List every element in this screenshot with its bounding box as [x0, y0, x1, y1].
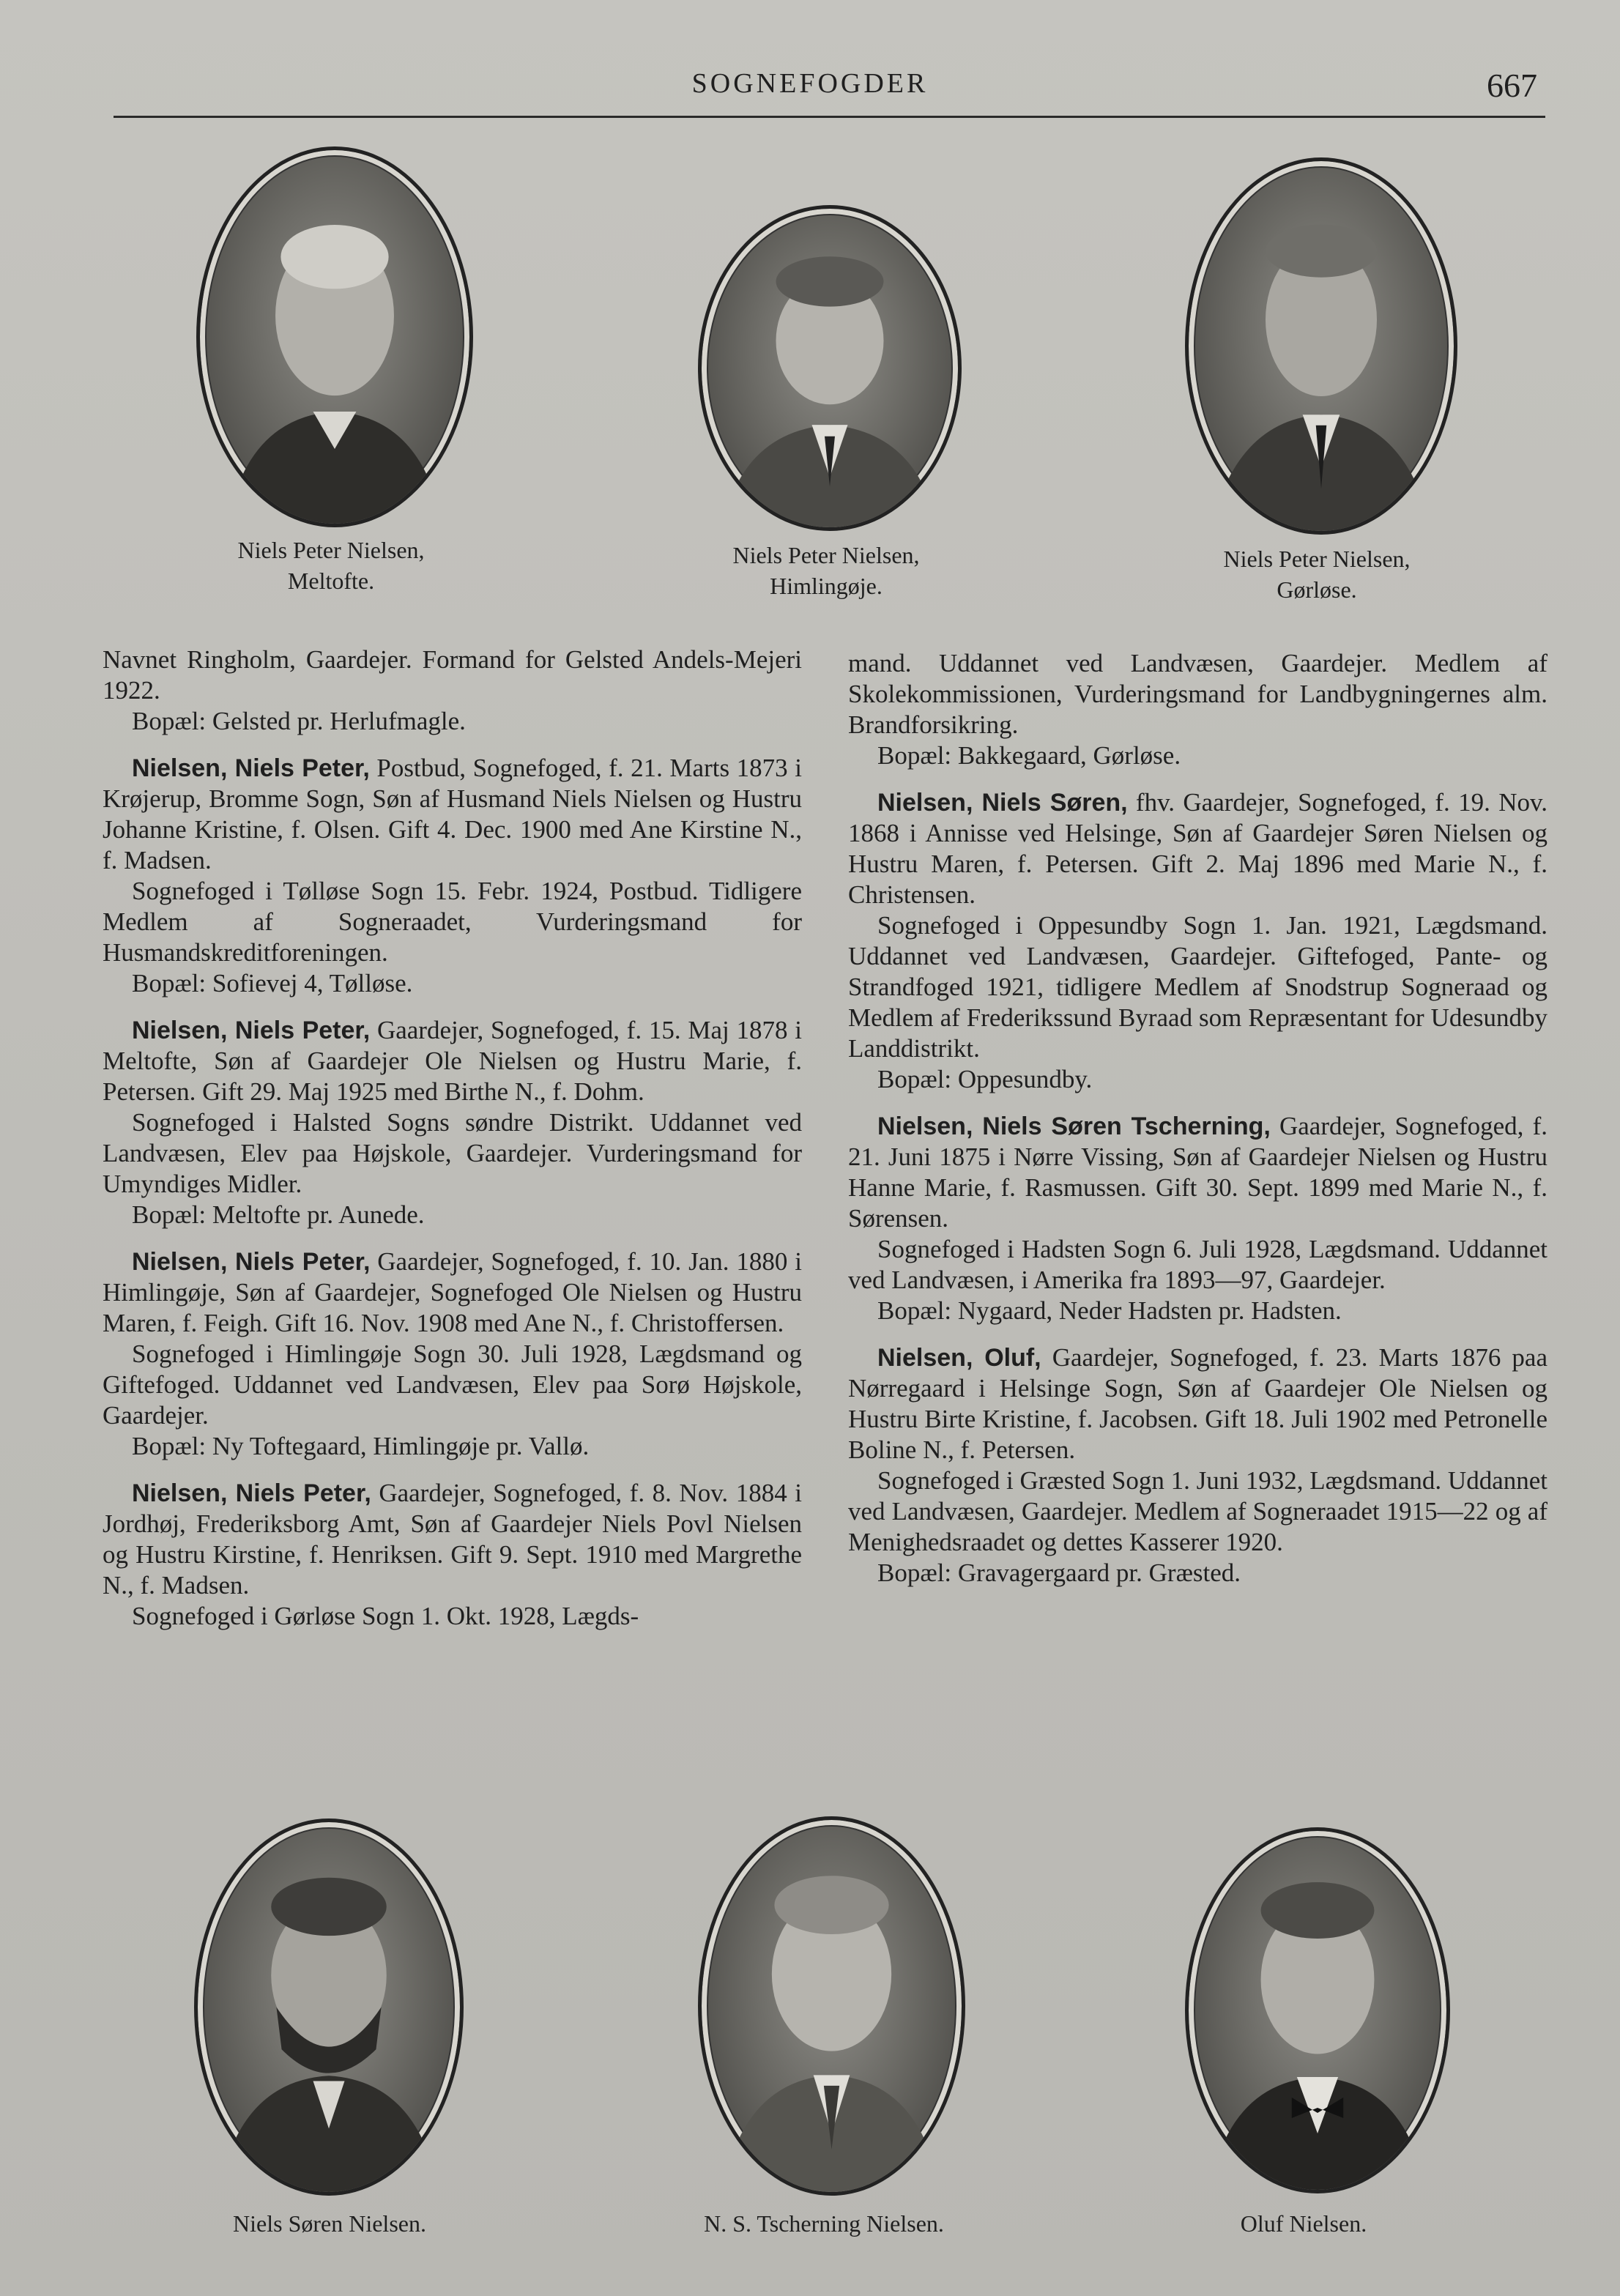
caption-niels-soren: Niels Søren Nielsen. — [233, 2210, 426, 2237]
entry-address: Bopæl: Gravagergaard pr. Græsted. — [877, 1558, 1241, 1587]
entry-career: Sognefoged i Halsted Sogns søndre Distrikt. Uddannet ved Landvæsen, Elev paa Højskole, Gaardejer. Vurderingsmand for Umyndiges Midler. — [103, 1108, 802, 1198]
entry-name: Nielsen, Niels Peter, — [132, 754, 370, 782]
entry-address: Bopæl: Nygaard, Neder Hadsten pr. Hadsten. — [877, 1296, 1342, 1325]
portrait-photo-himlingoje — [698, 205, 962, 531]
caption-name: Niels Peter Nielsen, — [732, 542, 920, 568]
entry-biography — [848, 1111, 1547, 1234]
caption-name: Niels Peter Nielsen, — [237, 537, 425, 563]
entry-career: Sognefoged i Himlingøje Sogn 30. Juli 1928, Lægdsmand og Giftefoged. Uddannet ved Landvæsen, Elev paa Sorø Højskole, Gaardejer. — [103, 1340, 802, 1430]
page-number: 667 — [1487, 67, 1537, 104]
entry-career: Sognefoged i Hadsten Sogn 6. Juli 1928, Lægdsmand. Uddannet ved Landvæsen, i Amerika fra 1893—97, Gaardejer. — [848, 1235, 1547, 1294]
right-text-column — [848, 648, 1547, 1589]
caption-himlingoje — [621, 540, 1031, 601]
caption-meltofte — [126, 535, 536, 596]
caption-tscherning: N. S. Tscherning Nielsen. — [704, 2210, 944, 2237]
entry-bio: Gaardejer, Sognefoged, f. 21. Juni 1875 i Nørre Vissing, Søn af Gaardejer Nielsen og Hustru Hanne Marie, f. Rasmussen. Gift 30. Sept. 1899 med Marie N., f. Sørensen. — [848, 1112, 1547, 1233]
entry-biography — [103, 1015, 802, 1107]
header-divider — [114, 116, 1545, 118]
entry-address: Bopæl: Oppesundby. — [877, 1065, 1093, 1093]
caption-gorlose — [1112, 543, 1522, 605]
entry-continuation-text: mand. Uddannet ved Landvæsen, Gaardejer. Medlem af Skolekommissionen, Vurderingsmand for Landbygningernes alm. Brandforsikring. — [848, 649, 1547, 739]
caption-oluf: Oluf Nielsen. — [1240, 2210, 1367, 2237]
portrait-photo-tscherning — [698, 1816, 965, 2196]
entry-career: Sognefoged i Gørløse Sogn 1. Okt. 1928, Lægds- — [132, 1602, 639, 1630]
running-head: SOGNEFOGDER — [691, 68, 929, 99]
entry-bio: Gaardejer, Sognefoged, f. 23. Marts 1876 paa Nørregaard i Helsinge Sogn, Søn af Gaardejer Ole Nielsen og Hustru Birte Kristine, f. Jacobsen. Gift 18. Juli 1902 med Petronelle Boline N., f. Petersen. — [848, 1343, 1547, 1464]
caption-name: Niels Peter Nielsen, — [1223, 546, 1411, 572]
entry-biography — [848, 1342, 1547, 1465]
entry-career: Sognefoged i Oppesundby Sogn 1. Jan. 1921, Lægdsmand. Uddannet ved Landvæsen, Gaardejer. Giftefoged, Pante- og Strandfoged 1921, tidligere Medlem af Snodstrup Sogneraad og Medlem af Frederikssund Byraad som Repræsentant for Udesundby Landdistrikt. — [848, 911, 1547, 1063]
entry-career: Sognefoged i Tølløse Sogn 15. Febr. 1924, Postbud. Tidligere Medlem af Sogneraadet, Vurderingsmand for Husmandskreditforeningen. — [103, 877, 802, 967]
entry-name: Nielsen, Niels Peter, — [132, 1248, 371, 1276]
entry-address: Bopæl: Sofievej 4, Tølløse. — [132, 969, 413, 997]
entry-continuation-text: Navnet Ringholm, Gaardejer. Formand for Gelsted Andels-Mejeri 1922. — [103, 645, 802, 705]
caption-place: Gørløse. — [1277, 576, 1357, 603]
entry-name: Nielsen, Niels Søren, — [877, 789, 1128, 817]
caption-place: Meltofte. — [287, 568, 375, 594]
portrait-photo-meltofte — [196, 146, 473, 527]
portrait-photo-oluf — [1185, 1827, 1450, 2193]
entry-address: Bopæl: Bakkegaard, Gørløse. — [877, 741, 1181, 770]
entry-bio: Gaardejer, Sognefoged, f. 15. Maj 1878 i Meltofte, Søn af Gaardejer Ole Nielsen og Hustru Marie, f. Petersen. Gift 29. Maj 1925 med Birthe N., f. Dohm. — [103, 1016, 802, 1106]
entry-name: Nielsen, Niels Søren Tscherning, — [877, 1112, 1271, 1140]
caption-place: Himlingøje. — [770, 573, 883, 599]
entry-bio: Gaardejer, Sognefoged, f. 8. Nov. 1884 i Jordhøj, Frederiksborg Amt, Søn af Gaardejer Niels Povl Nielsen og Hustru Kirstine, f. Henriksen. Gift 9. Sept. 1910 med Margrethe N., f. Madsen. — [103, 1479, 803, 1600]
entry-bio: Postbud, Sognefoged, f. 21. Marts 1873 i Krøjerup, Bromme Sogn, Søn af Husmand Niels Nielsen og Hustru Johanne Kristine, f. Olsen. Gift 4. Dec. 1900 med Ane Kirstine N., f. Madsen. — [103, 754, 802, 874]
entry-name: Nielsen, Niels Peter, — [132, 1479, 371, 1507]
entry-address: Bopæl: Meltofte pr. Aunede. — [132, 1200, 425, 1229]
entry-biography — [848, 787, 1547, 910]
entry-name: Nielsen, Niels Peter, — [132, 1017, 371, 1044]
portrait-photo-niels-soren — [194, 1818, 464, 2196]
entry-biography — [103, 753, 802, 876]
portrait-photo-gorlose — [1185, 157, 1457, 535]
entry-address: Bopæl: Gelsted pr. Herlufmagle. — [132, 707, 466, 735]
entry-name: Nielsen, Oluf, — [877, 1344, 1041, 1372]
entry-bio: Gaardejer, Sognefoged, f. 10. Jan. 1880 i Himlingøje, Søn af Gaardejer, Sognefoged Ole Nielsen og Hustru Maren, f. Feigh. Gift 16. Nov. 1908 med Ane N., f. Christoffersen. — [103, 1247, 802, 1337]
entry-biography — [103, 1247, 802, 1339]
entry-career: Sognefoged i Græsted Sogn 1. Juni 1932, Lægdsmand. Uddannet ved Landvæsen, Gaardejer. Medlem af Sogneraadet 1915—22 og af Menighedsraadet og dettes Kasserer 1920. — [848, 1466, 1547, 1556]
left-text-column — [103, 644, 802, 1632]
entry-biography — [103, 1478, 802, 1601]
entry-bio: fhv. Gaardejer, Sognefoged, f. 19. Nov. 1868 i Annisse ved Helsinge, Søn af Gaardejer Søren Nielsen og Hustru Maren, f. Petersen. Gift 2. Maj 1896 med Marie N., f. Christensen. — [848, 788, 1547, 909]
entry-address: Bopæl: Ny Toftegaard, Himlingøje pr. Vallø. — [132, 1432, 590, 1460]
